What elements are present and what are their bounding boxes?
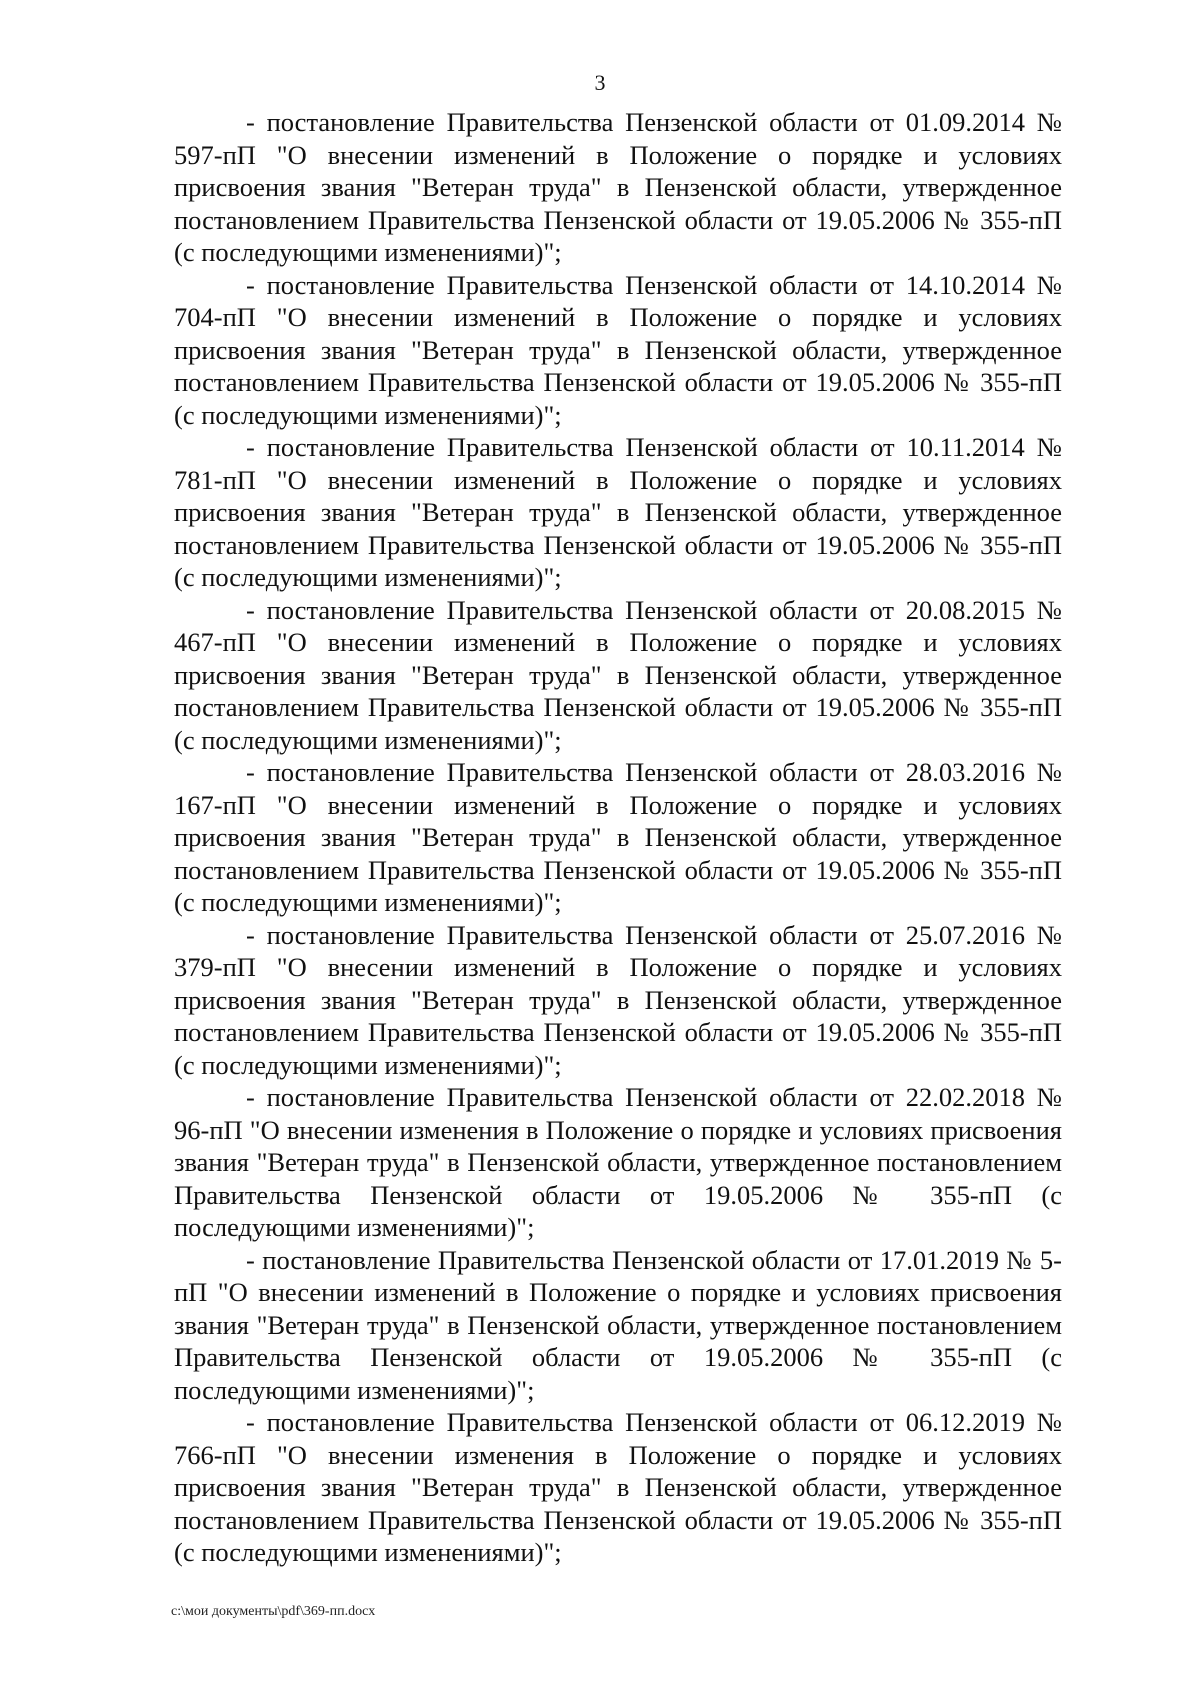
resolution-item-2014-704: - постановление Правительства Пензенской области от 14.10.2014 № 704-пП "О внесении изменений в Положение о порядке и условиях присвоения звания "Ветеран труда" в Пензенской области, утвержденное постановлением Правительства Пензенской области от 19.05.2006 № 355-пП (с последующими изменениями)"; xyxy=(174,269,1062,430)
resolution-item-2014-781: - постановление Правительства Пензенской области от 10.11.2014 № 781-пП "О внесении изменений в Положение о порядке и условиях присвоения звания "Ветеран труда" в Пензенской области, утвержденное постановлением Правительства Пензенской области от 19.05.2006 № 355-пП (с последующими изменениями)"; xyxy=(174,432,1062,592)
resolution-item-2015-467: - постановление Правительства Пензенской области от 20.08.2015 № 467-пП "О внесении изменений в Положение о порядке и условиях присвоения звания "Ветеран труда" в Пензенской области, утвержденное постановлением Правительства Пензенской области от 19.05.2006 № 355-пП (с последующими изменениями)"; xyxy=(174,594,1062,755)
resolution-item-2019-766: - постановление Правительства Пензенской области от 06.12.2019 № 766-пП "О внесении изменения в Положение о порядке и условиях присвоения звания "Ветеран труда" в Пензенской области, утвержденное постановлением Правительства Пензенской области от 19.05.2006 № 355-пП (с последующими изменениями)"; xyxy=(174,1407,1062,1567)
page-number: 3 xyxy=(594,70,606,95)
resolution-item-2016-379: - постановление Правительства Пензенской области от 25.07.2016 № 379-пП "О внесении изменений в Положение о порядке и условиях присвоения звания "Ветеран труда" в Пензенской области, утвержденное постановлением Правительства Пензенской области от 19.05.2006 № 355-пП (с последующими изменениями)"; xyxy=(174,919,1062,1080)
resolution-item-2016-167: - постановление Правительства Пензенской области от 28.03.2016 № 167-пП "О внесении изменений в Положение о порядке и условиях присвоения звания "Ветеран труда" в Пензенской области, утвержденное постановлением Правительства Пензенской области от 19.05.2006 № 355-пП (с последующими изменениями)"; xyxy=(174,757,1062,917)
footer-file-path: c:\мои документы\pdf\369-пп.docx xyxy=(171,1604,376,1619)
resolution-item-2018-96: - постановление Правительства Пензенской области от 22.02.2018 № 96-пП "О внесении изменения в Положение о порядке и условиях присвоения звания "Ветеран труда" в Пензенской области, утвержденное постановлением Правительства Пензенской области от 19.05.2006 № 355-пП (с последующими изменениями)"; xyxy=(174,1082,1062,1242)
document-body xyxy=(174,106,1062,1569)
resolution-item-2014-597: - постановление Правительства Пензенской области от 01.09.2014 № 597-пП "О внесении изменений в Положение о порядке и условиях присвоения звания "Ветеран труда" в Пензенской области, утвержденное постановлением Правительства Пензенской области от 19.05.2006 № 355-пП (с последующими изменениями)"; xyxy=(174,107,1062,267)
resolution-item-2019-5: - постановление Правительства Пензенской области от 17.01.2019 № 5-пП "О внесении изменений в Положение о порядке и условиях присвоения звания "Ветеран труда" в Пензенской области, утвержденное постановлением Правительства Пензенской области от 19.05.2006 № 355-пП (с последующими изменениями)"; xyxy=(174,1244,1062,1405)
